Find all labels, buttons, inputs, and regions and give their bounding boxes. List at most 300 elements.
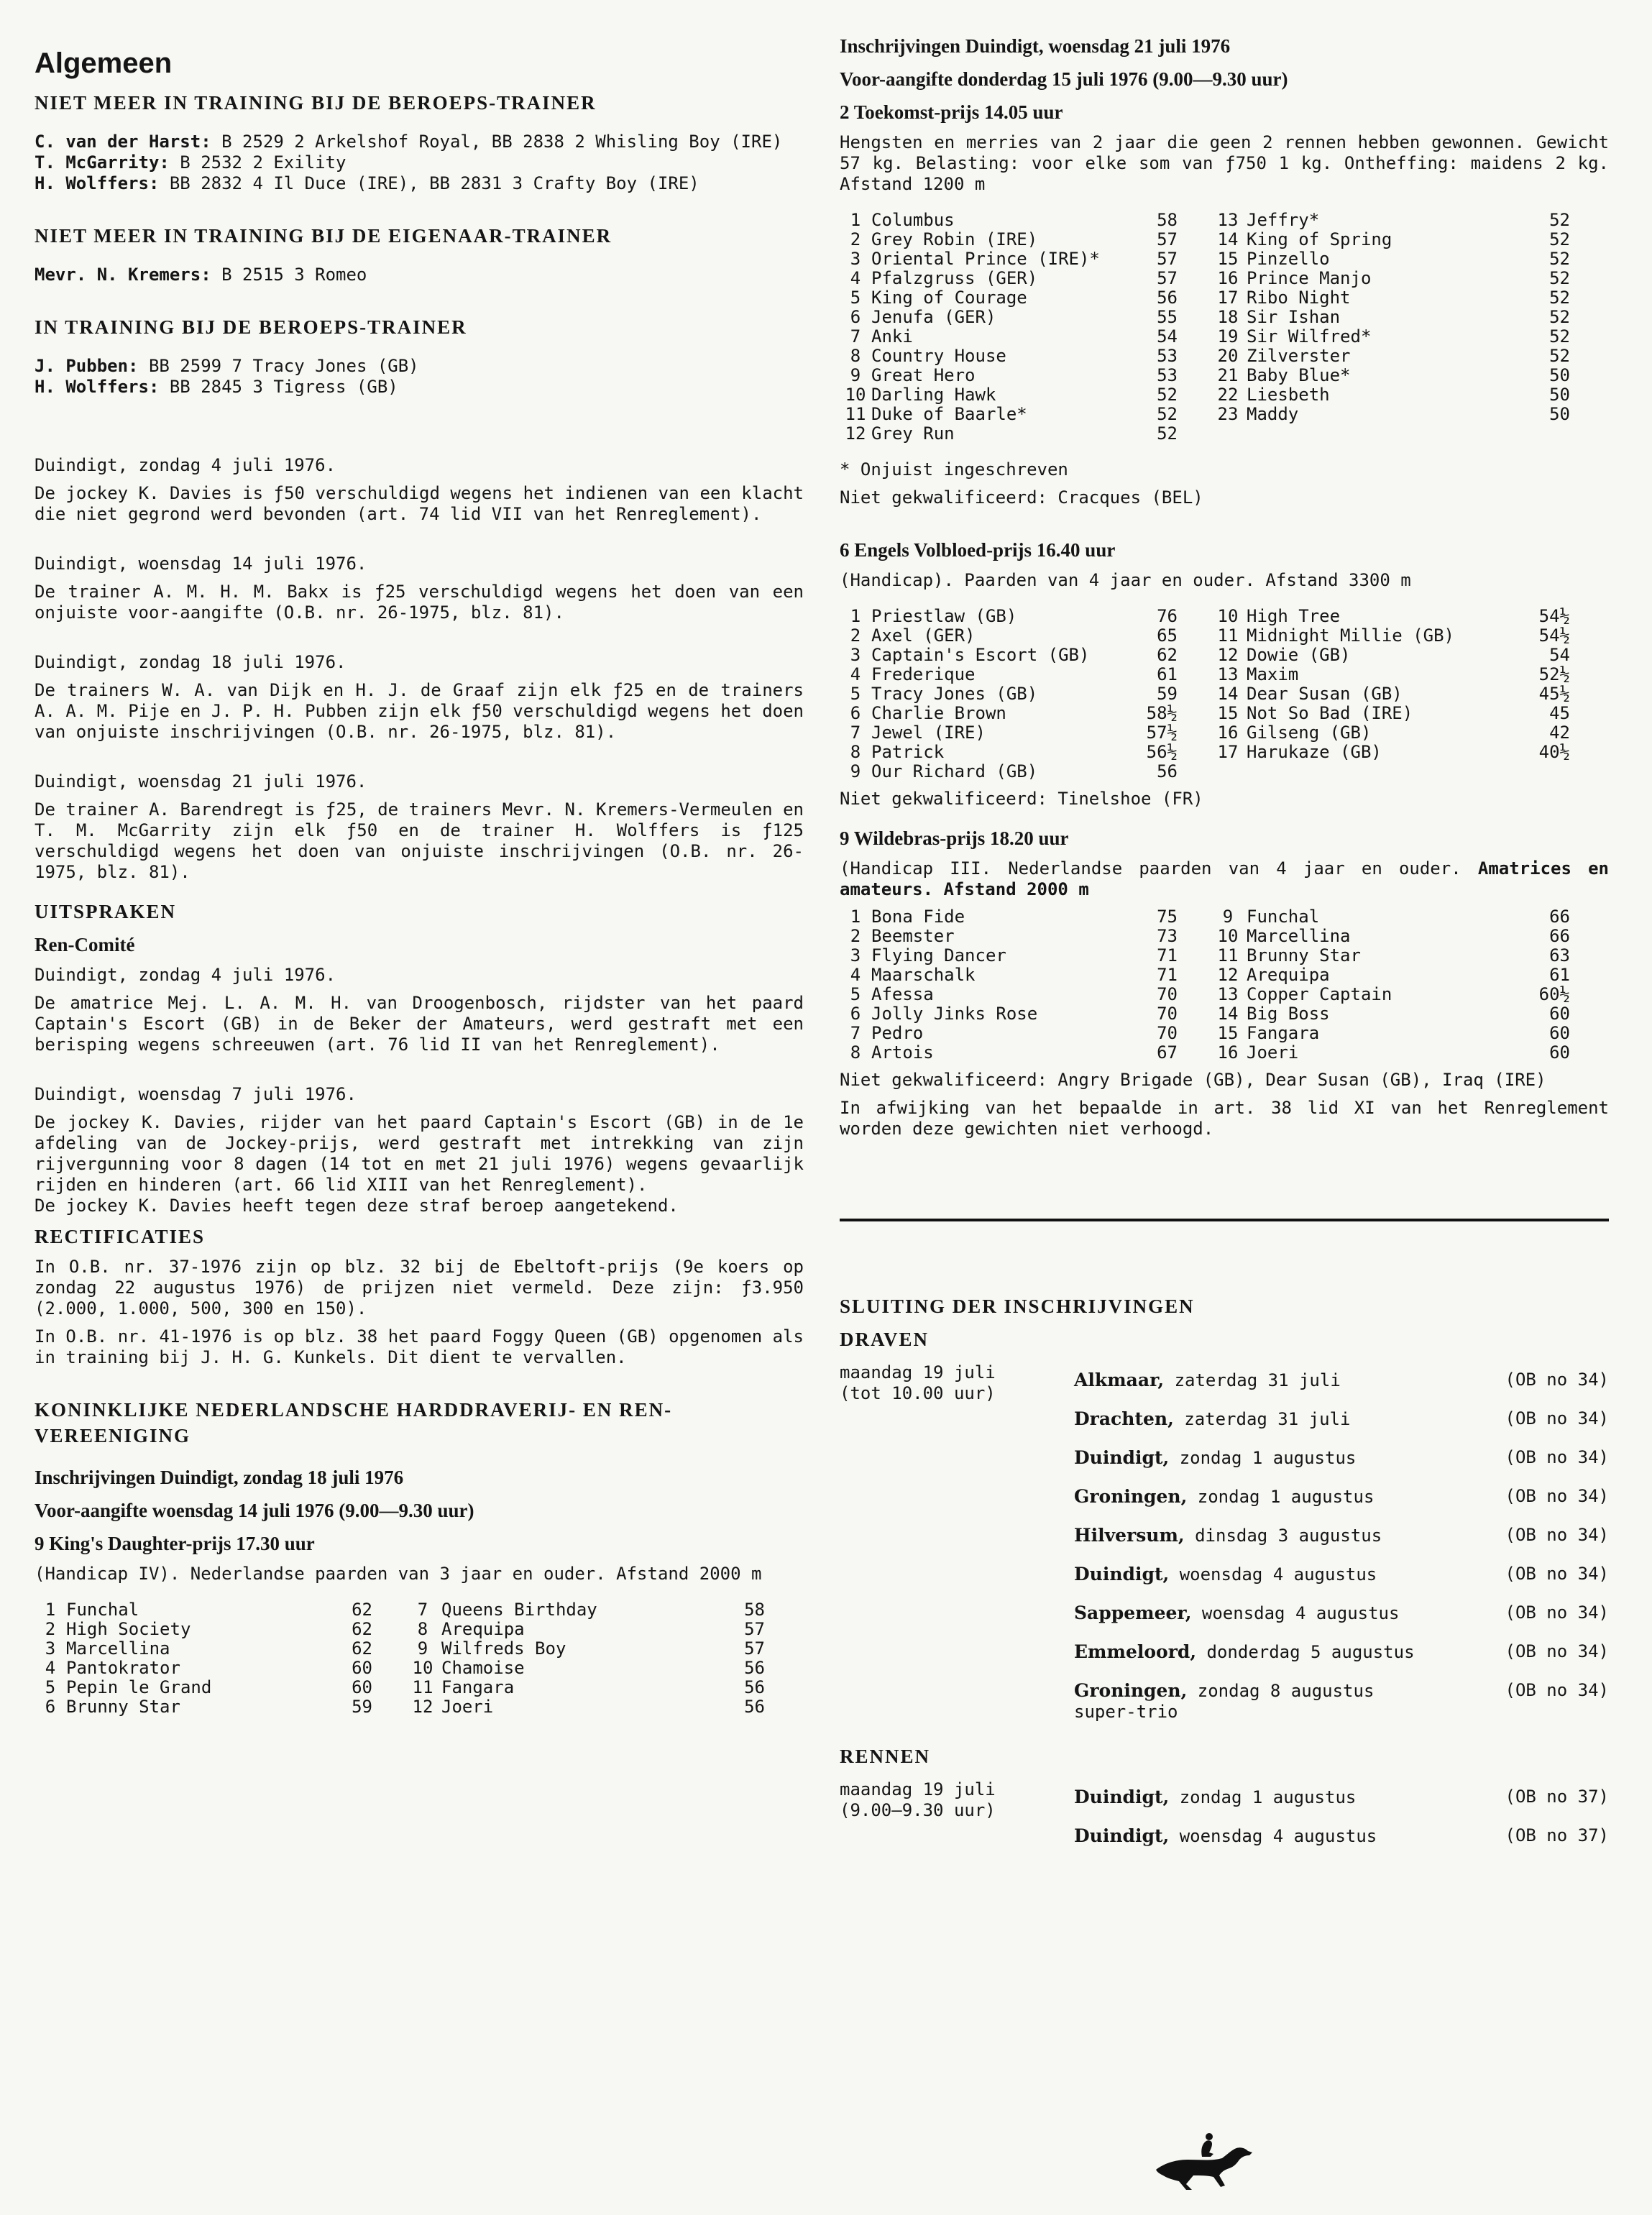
entry-row bbox=[840, 966, 1570, 985]
fine-text: De jockey K. Davies is ƒ50 verschuldigd wegens het indienen van een klacht die niet gegrond werd bevonden (art. 74 lid VII van het Renreglement). bbox=[35, 483, 804, 524]
entry-number: 2 bbox=[45, 1619, 56, 1639]
entry-number: 1 bbox=[45, 1600, 56, 1620]
horse-name: Big Boss bbox=[1247, 1004, 1330, 1024]
fine-date: Duindigt, zondag 18 juli 1976. bbox=[35, 652, 347, 672]
horse-weight: 58½ bbox=[1146, 703, 1178, 723]
entry-number: 8 bbox=[850, 346, 861, 366]
entry-row bbox=[840, 743, 1570, 762]
entry-number: 6 bbox=[850, 703, 861, 723]
entry-row bbox=[840, 424, 1570, 444]
fine-text: De trainers W. A. van Dijk en H. J. de Graaf zijn elk ƒ25 en de trainers A. A. M. Pije en J. P. H. Pubben zijn elk ƒ50 verschuldigd wegens het doen van onjuiste inschrijvingen (O.B. nr. 26-1975, blz. 81). bbox=[35, 680, 804, 742]
horse-weight: 71 bbox=[1157, 945, 1178, 966]
horse-name: Sir Ishan bbox=[1247, 307, 1341, 327]
entry-number: 8 bbox=[850, 1042, 861, 1063]
entry-number: 23 bbox=[1217, 404, 1239, 424]
entry-number: 11 bbox=[845, 404, 866, 424]
ob-reference: (OB no 34) bbox=[1505, 1680, 1609, 1700]
horse-weight: 73 bbox=[1157, 926, 1178, 946]
horse-weight: 71 bbox=[1157, 965, 1178, 985]
horse-name: Harukaze (GB) bbox=[1247, 742, 1382, 762]
trainer-line: J. Pubben: BB 2599 7 Tracy Jones (GB) bbox=[35, 356, 419, 376]
entry-number: 16 bbox=[1217, 1042, 1239, 1063]
fine-date: Duindigt, woensdag 14 juli 1976. bbox=[35, 554, 367, 574]
ruling-text: De jockey K. Davies, rijder van het paard Captain's Escort (GB) in de 1e afdeling van de Jockey-prijs, werd gestraft met intrekking van zijn rijvergunning voor 8 dagen (14 tot en met 21 juli 1976) wegens gevaarlijk rijden en hinderen (art. 66 lid XIII van het Renreglement). bbox=[35, 1112, 804, 1195]
entry-row bbox=[840, 607, 1570, 626]
closing-row bbox=[840, 1476, 1609, 1515]
pre-registration: Voor-aangifte donderdag 15 juli 1976 (9.00—9.30 uur) bbox=[840, 68, 1288, 90]
entry-number: 6 bbox=[45, 1697, 56, 1717]
entry-number: 11 bbox=[1217, 945, 1239, 966]
horse-name: Jolly Jinks Rose bbox=[871, 1004, 1038, 1024]
entry-number: 7 bbox=[850, 326, 861, 347]
horse-name: Marcellina bbox=[1247, 926, 1351, 946]
entry-number: 5 bbox=[850, 984, 861, 1004]
entry-number: 1 bbox=[850, 210, 861, 230]
trainer-line: H. Wolffers: BB 2845 3 Tigress (GB) bbox=[35, 377, 398, 397]
horse-weight: 59 bbox=[352, 1697, 372, 1717]
ob-reference: (OB no 37) bbox=[1505, 1787, 1609, 1807]
horse-name: Funchal bbox=[66, 1600, 139, 1620]
horse-weight: 60½ bbox=[1538, 984, 1570, 1004]
horse-name: Joeri bbox=[441, 1697, 494, 1717]
entry-number: 13 bbox=[1217, 664, 1239, 684]
horse-weight: 63 bbox=[1549, 945, 1570, 966]
closing-row bbox=[840, 1437, 1609, 1476]
trainer-line: Mevr. N. Kremers: B 2515 3 Romeo bbox=[35, 265, 367, 285]
horse-weight: 66 bbox=[1549, 907, 1570, 927]
horse-weight: 54½ bbox=[1538, 606, 1570, 626]
entry-row bbox=[840, 405, 1570, 424]
entry-number: 5 bbox=[850, 288, 861, 308]
horse-name: Fangara bbox=[1247, 1023, 1320, 1043]
horse-weight bbox=[1505, 762, 1570, 781]
entry-number: 12 bbox=[1217, 645, 1239, 665]
ruling-text: De jockey K. Davies heeft tegen deze straf beroep aangetekend. bbox=[35, 1196, 679, 1216]
horse-name: Charlie Brown bbox=[871, 703, 1006, 723]
horse-weight: 70 bbox=[1157, 984, 1178, 1004]
entry-row bbox=[840, 211, 1570, 230]
horse-name: Sir Wilfred* bbox=[1247, 326, 1372, 347]
horse-weight: 61 bbox=[1549, 965, 1570, 985]
horse-weight: 45 bbox=[1549, 703, 1570, 723]
horse-weight: 57 bbox=[744, 1638, 765, 1659]
horse-name: King of Spring bbox=[1247, 229, 1392, 249]
entry-row bbox=[840, 385, 1570, 405]
entry-number: 2 bbox=[850, 926, 861, 946]
horse-weight: 52 bbox=[1157, 423, 1178, 444]
horse-weight: 61 bbox=[1157, 664, 1178, 684]
horse-weight: 66 bbox=[1549, 926, 1570, 946]
entry-number: 16 bbox=[1217, 723, 1239, 743]
horse-weight: 58 bbox=[1157, 210, 1178, 230]
entry-number: 14 bbox=[1217, 1004, 1239, 1024]
horse-weight: 45½ bbox=[1538, 684, 1570, 704]
entry-number: 7 bbox=[417, 1600, 428, 1620]
horse-name: Copper Captain bbox=[1247, 984, 1392, 1004]
horse-name: Midnight Millie (GB) bbox=[1247, 625, 1454, 646]
entry-row bbox=[840, 684, 1570, 704]
horse-name: Maarschalk bbox=[871, 965, 976, 985]
entries-note: * Onjuist ingeschreven bbox=[840, 459, 1068, 480]
horse-name: King of Courage bbox=[871, 288, 1027, 308]
entry-number: 10 bbox=[1217, 926, 1239, 946]
horse-weight: 52 bbox=[1549, 249, 1570, 269]
horse-name: Oriental Prince (IRE)* bbox=[871, 249, 1100, 269]
section-title-rectificaties: RECTIFICATIES bbox=[35, 1226, 206, 1247]
horse-weight: 52 bbox=[1549, 210, 1570, 230]
closing-row bbox=[840, 1398, 1609, 1437]
entry-number: 7 bbox=[850, 723, 861, 743]
horse-name: Fangara bbox=[441, 1677, 515, 1697]
entry-row bbox=[35, 1659, 765, 1678]
entry-row bbox=[840, 1043, 1570, 1063]
horse-weight: 56½ bbox=[1146, 742, 1178, 762]
ruling-text: De amatrice Mej. L. A. M. H. van Droogenbosch, rijdster van het paard Captain's Escort (GB) in de Beker der Amateurs, werd gestraft met een berisping wegens schreeuwen (art. 76 lid II van het Renreglement). bbox=[35, 993, 804, 1055]
horse-weight: 60 bbox=[352, 1658, 372, 1678]
fine-text: De trainer A. M. H. M. Bakx is ƒ25 verschuldigd wegens het doen van een onjuiste voor-aangifte (O.B. nr. 26-1975, blz. 81). bbox=[35, 582, 804, 623]
horse-weight: 52 bbox=[1157, 404, 1178, 424]
entry-number: 6 bbox=[850, 1004, 861, 1024]
horse-name: Arequipa bbox=[441, 1619, 525, 1639]
closing-row bbox=[840, 1815, 1609, 1854]
ruling-date: Duindigt, woensdag 7 juli 1976. bbox=[35, 1084, 357, 1104]
entry-row bbox=[840, 308, 1570, 327]
horse-name: Wilfreds Boy bbox=[441, 1638, 566, 1659]
horse-weight: 50 bbox=[1549, 404, 1570, 424]
meeting: Emmeloord, donderdag 5 augustus bbox=[1074, 1641, 1415, 1662]
closing-row bbox=[840, 1554, 1609, 1592]
entry-row bbox=[35, 1697, 765, 1717]
horse-weight: 50 bbox=[1549, 385, 1570, 405]
race-conditions: (Handicap IV). Nederlandse paarden van 3 jaar en ouder. Afstand 2000 m bbox=[35, 1564, 762, 1584]
horse-weight: 52 bbox=[1549, 326, 1570, 347]
meeting: Groningen, zondag 1 augustus bbox=[1074, 1486, 1375, 1507]
horse-weight: 52 bbox=[1549, 268, 1570, 288]
horse-weight: 65 bbox=[1157, 625, 1178, 646]
horse-weight: 62 bbox=[352, 1600, 372, 1620]
horse-weight: 54 bbox=[1157, 326, 1178, 347]
ob-reference: (OB no 34) bbox=[1505, 1447, 1609, 1467]
horse-name: Chamoise bbox=[441, 1658, 525, 1678]
horse-weight: 67 bbox=[1157, 1042, 1178, 1063]
entry-number: 12 bbox=[412, 1697, 433, 1717]
entry-number: 12 bbox=[845, 423, 866, 444]
fine-text: De trainer A. Barendregt is ƒ25, de trainers Mevr. N. Kremers-Vermeulen en T. M. McGarrity zijn elk ƒ50 en de trainer H. Wolffers is ƒ125 verschuldigd wegens het doen van onjuiste inschrijvingen (O.B. nr. 26-1975, blz. 81). bbox=[35, 799, 804, 882]
horse-name: Priestlaw (GB) bbox=[871, 606, 1017, 626]
horse-weight: 56 bbox=[1157, 761, 1178, 781]
ob-reference: (OB no 34) bbox=[1505, 1486, 1609, 1506]
entry-number: 17 bbox=[1217, 742, 1239, 762]
horse-weight: 76 bbox=[1157, 606, 1178, 626]
section-title-knhrv: KONINKLIJKE NEDERLANDSCHE HARDDRAVERIJ- EN REN-VEREENIGING bbox=[35, 1399, 673, 1446]
horse-weight: 62 bbox=[352, 1638, 372, 1659]
horse-name: Columbus bbox=[871, 210, 955, 230]
horse-weight: 56 bbox=[744, 1697, 765, 1717]
race-conditions: (Handicap III. Nederlandse paarden van 4 jaar en ouder. Amatrices en amateurs. Afstand 2000 m bbox=[840, 858, 1610, 899]
horse-weight: 56 bbox=[744, 1658, 765, 1678]
closing-list-draven bbox=[840, 1359, 1609, 1730]
not-qualified: Niet gekwalificeerd: Tinelshoe (FR) bbox=[840, 789, 1203, 809]
entry-number bbox=[1209, 424, 1247, 444]
horse-weight: 52½ bbox=[1538, 664, 1570, 684]
rectification-text: In O.B. nr. 37-1976 zijn op blz. 32 bij de Ebeltoft-prijs (9e koers op zondag 22 augustus 1976) de prijzen niet vermeld. Deze zijn: ƒ3.950 (2.000, 1.000, 500, 300 en 150). bbox=[35, 1257, 804, 1319]
horse-weight: 57 bbox=[1157, 268, 1178, 288]
entry-number: 4 bbox=[45, 1658, 56, 1678]
horse-name bbox=[1247, 424, 1505, 444]
horse-name: Jewel (IRE) bbox=[871, 723, 986, 743]
horse-name: Axel (GER) bbox=[871, 625, 976, 646]
entries-table bbox=[35, 1600, 765, 1717]
closing-row bbox=[840, 1592, 1609, 1631]
horse-weight: 52 bbox=[1549, 346, 1570, 366]
entry-row bbox=[840, 946, 1570, 966]
horse-weight: 62 bbox=[352, 1619, 372, 1639]
horse-weight: 57½ bbox=[1146, 723, 1178, 743]
entry-row bbox=[840, 1004, 1570, 1024]
entry-row bbox=[840, 665, 1570, 684]
horse-weight: 57 bbox=[744, 1619, 765, 1639]
meeting: Groningen, zondag 8 augustus bbox=[1074, 1680, 1375, 1701]
horse-weight: 53 bbox=[1157, 365, 1178, 385]
entry-row bbox=[35, 1678, 765, 1697]
horse-name: Pedro bbox=[871, 1023, 924, 1043]
entry-number: 2 bbox=[850, 229, 861, 249]
entry-row bbox=[840, 269, 1570, 288]
horse-weight: 59 bbox=[1157, 684, 1178, 704]
section-title-not-training-pro: NIET MEER IN TRAINING BIJ DE BEROEPS-TRAINER bbox=[35, 92, 597, 114]
horse-name: Dowie (GB) bbox=[1247, 645, 1351, 665]
entry-number: 9 bbox=[1222, 907, 1234, 927]
section-heading: Algemeen bbox=[35, 47, 173, 79]
meeting: Duindigt, woensdag 4 augustus bbox=[1074, 1825, 1377, 1846]
entry-row bbox=[840, 230, 1570, 249]
entry-number: 5 bbox=[45, 1677, 56, 1697]
horse-name: Darling Hawk bbox=[871, 385, 996, 405]
horse-name: Queens Birthday bbox=[441, 1600, 597, 1620]
horse-weight: 70 bbox=[1157, 1023, 1178, 1043]
horse-weight: 70 bbox=[1157, 1004, 1178, 1024]
entry-row bbox=[840, 327, 1570, 347]
entry-number: 12 bbox=[1217, 965, 1239, 985]
race-title: 2 Toekomst-prijs 14.05 uur bbox=[840, 101, 1063, 123]
horse-name: Anki bbox=[871, 326, 913, 347]
meeting: Drachten, zaterdag 31 juli bbox=[1074, 1408, 1351, 1429]
entry-number: 14 bbox=[1217, 229, 1239, 249]
entry-number: 4 bbox=[850, 965, 861, 985]
horse-name: High Society bbox=[66, 1619, 191, 1639]
horse-weight: 52 bbox=[1549, 288, 1570, 308]
horse-weight: 58 bbox=[744, 1600, 765, 1620]
entry-number: 13 bbox=[1217, 210, 1239, 230]
horse-name: Pantokrator bbox=[66, 1658, 180, 1678]
ob-reference: (OB no 34) bbox=[1505, 1408, 1609, 1428]
trainer-line: H. Wolffers: BB 2832 4 Il Duce (IRE), BB 2831 3 Crafty Boy (IRE) bbox=[35, 173, 699, 193]
entry-row bbox=[840, 288, 1570, 308]
super-trio-note: super-trio bbox=[1074, 1702, 1178, 1722]
entry-number bbox=[1209, 762, 1247, 781]
entry-number: 4 bbox=[850, 268, 861, 288]
entry-number: 15 bbox=[1217, 249, 1239, 269]
horse-weight: 52 bbox=[1549, 307, 1570, 327]
entry-number: 3 bbox=[850, 645, 861, 665]
section-title-not-training-owner: NIET MEER IN TRAINING BIJ DE EIGENAAR-TRAINER bbox=[35, 225, 612, 247]
closing-deadline: maandag 19 juli (tot 10.00 uur) bbox=[840, 1362, 996, 1403]
horse-weight: 56 bbox=[744, 1677, 765, 1697]
closing-row bbox=[840, 1670, 1609, 1730]
horse-weight: 75 bbox=[1157, 907, 1178, 927]
entry-number: 8 bbox=[850, 742, 861, 762]
horse-weight: 40½ bbox=[1538, 742, 1570, 762]
race-title: 6 Engels Volbloed-prijs 16.40 uur bbox=[840, 539, 1116, 561]
horse-name: Ribo Night bbox=[1247, 288, 1351, 308]
horse-name: Gilseng (GB) bbox=[1247, 723, 1372, 743]
rectification-text: In O.B. nr. 41-1976 is op blz. 38 het paard Foggy Queen (GB) opgenomen als in training bij J. H. G. Kunkels. Dit dient te vervallen. bbox=[35, 1326, 804, 1367]
entry-row bbox=[840, 366, 1570, 385]
entry-row bbox=[840, 1024, 1570, 1043]
horse-weight: 53 bbox=[1157, 346, 1178, 366]
horse-name: High Tree bbox=[1247, 606, 1341, 626]
entry-row bbox=[840, 927, 1570, 946]
horse-name: Liesbeth bbox=[1247, 385, 1330, 405]
horse-name: Pinzello bbox=[1247, 249, 1330, 269]
horse-weight: 60 bbox=[352, 1677, 372, 1697]
horse-name: Grey Run bbox=[871, 423, 955, 444]
entry-row bbox=[840, 762, 1570, 781]
horse-name: Grey Robin (IRE) bbox=[871, 229, 1038, 249]
horse-weight: 52 bbox=[1157, 385, 1178, 405]
closing-row bbox=[840, 1515, 1609, 1554]
race-conditions: (Handicap). Paarden van 4 jaar en ouder. Afstand 3300 m bbox=[840, 570, 1411, 590]
horse-weight: 60 bbox=[1549, 1042, 1570, 1063]
entry-number: 10 bbox=[412, 1658, 433, 1678]
entry-number: 5 bbox=[850, 684, 861, 704]
entry-number: 19 bbox=[1217, 326, 1239, 347]
horse-weight: 56 bbox=[1157, 288, 1178, 308]
entry-row bbox=[840, 249, 1570, 269]
entries-table bbox=[840, 211, 1570, 444]
subsection-rennen: RENNEN bbox=[840, 1746, 931, 1767]
horse-name: Tracy Jones (GB) bbox=[871, 684, 1038, 704]
entry-row bbox=[840, 646, 1570, 665]
horse-name: Maxim bbox=[1247, 664, 1299, 684]
entry-number: 6 bbox=[850, 307, 861, 327]
section-title-uitspraken: UITSPRAKEN bbox=[35, 901, 177, 922]
fine-date: Duindigt, woensdag 21 juli 1976. bbox=[35, 771, 367, 792]
meeting: Duindigt, woensdag 4 augustus bbox=[1074, 1564, 1377, 1585]
horse-weight: 50 bbox=[1549, 365, 1570, 385]
horse-name: Baby Blue* bbox=[1247, 365, 1351, 385]
meeting: Sappemeer, woensdag 4 augustus bbox=[1074, 1602, 1400, 1623]
ob-reference: (OB no 37) bbox=[1505, 1825, 1609, 1845]
not-qualified: Niet gekwalificeerd: Cracques (BEL) bbox=[840, 487, 1203, 508]
closing-row bbox=[840, 1776, 1609, 1820]
horse-name: Funchal bbox=[1247, 907, 1320, 927]
entry-number: 16 bbox=[1217, 268, 1239, 288]
closing-deadline: maandag 19 juli (9.00—9.30 uur) bbox=[840, 1779, 996, 1820]
horse-name: Afessa bbox=[871, 984, 934, 1004]
horse-name: Brunny Star bbox=[1247, 945, 1361, 966]
horse-weight: 54 bbox=[1549, 645, 1570, 665]
horse-name: Joeri bbox=[1247, 1042, 1299, 1063]
entry-number: 10 bbox=[1217, 606, 1239, 626]
entry-number: 20 bbox=[1217, 346, 1239, 366]
horse-weight: 42 bbox=[1549, 723, 1570, 743]
entry-number: 11 bbox=[1217, 625, 1239, 646]
entry-number: 3 bbox=[45, 1638, 56, 1659]
pre-registration: Voor-aangifte woensdag 14 juli 1976 (9.00—9.30 uur) bbox=[35, 1500, 474, 1521]
horse-name: Pfalzgruss (GER) bbox=[871, 268, 1038, 288]
horse-name: Jeffry* bbox=[1247, 210, 1320, 230]
ob-reference: (OB no 34) bbox=[1505, 1564, 1609, 1584]
not-qualified: Niet gekwalificeerd: Angry Brigade (GB), Dear Susan (GB), Iraq (IRE) bbox=[840, 1070, 1546, 1090]
horse-name: Marcellina bbox=[66, 1638, 170, 1659]
closing-row bbox=[840, 1631, 1609, 1670]
entry-row bbox=[35, 1639, 765, 1659]
subsection-draven: DRAVEN bbox=[840, 1329, 930, 1350]
horse-weight: 54½ bbox=[1538, 625, 1570, 646]
horse-name: Maddy bbox=[1247, 404, 1299, 424]
entries-table bbox=[840, 607, 1570, 781]
horse-name: Arequipa bbox=[1247, 965, 1330, 985]
horse-name: Duke of Baarle* bbox=[871, 404, 1027, 424]
entry-number: 13 bbox=[1217, 984, 1239, 1004]
entry-row bbox=[35, 1600, 765, 1620]
horse-name: Pepin le Grand bbox=[66, 1677, 212, 1697]
horse-name: Brunny Star bbox=[66, 1697, 180, 1717]
closing-list-rennen bbox=[840, 1776, 1609, 1854]
race-conditions: Hengsten en merries van 2 jaar die geen 2 rennen hebben gewonnen. Gewicht 57 kg. Belasting: voor elke som van ƒ750 1 kg. Ontheffing: maidens 2 kg. Afstand 1200 m bbox=[840, 132, 1609, 194]
entry-number: 1 bbox=[850, 606, 861, 626]
entry-number: 17 bbox=[1217, 288, 1239, 308]
ob-reference: (OB no 34) bbox=[1505, 1370, 1609, 1390]
entry-number: 15 bbox=[1217, 703, 1239, 723]
entry-number: 8 bbox=[417, 1619, 428, 1639]
entry-row bbox=[840, 626, 1570, 646]
entry-row bbox=[840, 704, 1570, 723]
section-title-closing: SLUITING DER INSCHRIJVINGEN bbox=[840, 1295, 1195, 1317]
entry-number: 11 bbox=[412, 1677, 433, 1697]
horse-weight: 60 bbox=[1549, 1023, 1570, 1043]
horse-weight: 60 bbox=[1549, 1004, 1570, 1024]
trainer-line: T. McGarrity: B 2532 2 Exility bbox=[35, 152, 347, 173]
entries-table bbox=[840, 907, 1570, 1063]
entry-number: 21 bbox=[1217, 365, 1239, 385]
horse-name: Bona Fide bbox=[871, 907, 965, 927]
horse-name: Jenufa (GER) bbox=[871, 307, 996, 327]
fine-date: Duindigt, zondag 4 juli 1976. bbox=[35, 455, 336, 475]
right-column bbox=[840, 0, 1609, 1854]
horse-name: Country House bbox=[871, 346, 1006, 366]
ruling-date: Duindigt, zondag 4 juli 1976. bbox=[35, 965, 336, 985]
horse-name: Not So Bad (IRE) bbox=[1247, 703, 1413, 723]
horse-weight: 52 bbox=[1549, 229, 1570, 249]
horse-name: Zilverster bbox=[1247, 346, 1351, 366]
entry-number: 14 bbox=[1217, 684, 1239, 704]
meeting: Duindigt, zondag 1 augustus bbox=[1074, 1447, 1357, 1468]
closing-row bbox=[840, 1359, 1609, 1403]
entries-date: Inschrijvingen Duindigt, woensdag 21 juli 1976 bbox=[840, 35, 1231, 57]
horse-name: Captain's Escort (GB) bbox=[871, 645, 1090, 665]
entry-number: 15 bbox=[1217, 1023, 1239, 1043]
left-column bbox=[35, 0, 804, 1717]
entry-number: 9 bbox=[417, 1638, 428, 1659]
entry-number: 3 bbox=[850, 945, 861, 966]
horse-weight bbox=[1505, 424, 1570, 444]
horse-name: Frederique bbox=[871, 664, 976, 684]
entry-row bbox=[840, 723, 1570, 743]
entries-date: Inschrijvingen Duindigt, zondag 18 juli 1976 bbox=[35, 1467, 404, 1488]
horse-name: Patrick bbox=[871, 742, 945, 762]
